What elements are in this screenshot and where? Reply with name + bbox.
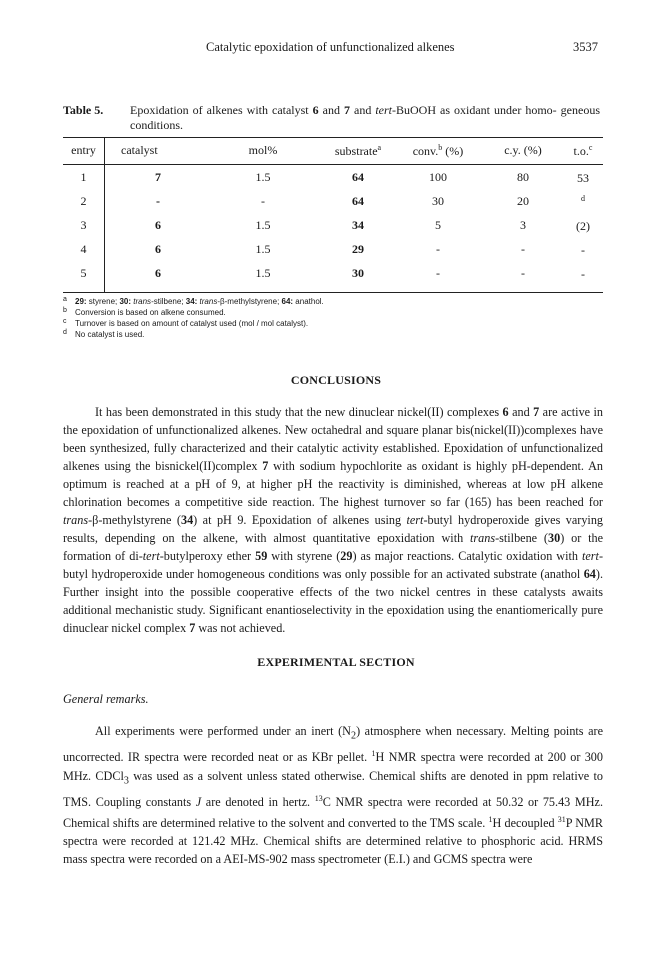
table-row — [63, 170, 603, 188]
conclusions-heading: CONCLUSIONS — [290, 373, 382, 387]
cell-conv: 5 — [435, 218, 441, 232]
conclusions-paragraph: It has been demonstrated in this study that the new dinuclear nickel(II) complexes 6 and 7 are active in the epoxidation of unfunctionalized alkenes. New octahedral and square planar bis(nickel(II))complexes have been synthesized, fully characterized and their catalytic activity established. Epoxidation of unfunctionalized alkenes using the bisnickel(II)complex 7 with sodium hypochlorite as oxidant is highly pH-dependent. An optimum is reached at a pH of 9, at higher pH the reactivity is diminished, whereas at low pH alkene chlorination becomes a competitive side reaction. The highest turnover so far (165) has been reached for trans-β-methylstyrene (34) at pH 9. Epoxidation of alkenes using tert-butyl hydroperoxide gives varying results, depending on the alkene, with almost quantitative epoxidation with trans-stilbene (30) or the formation of di-tert-butylperoxy ether 59 with styrene (29) as major reactions. Catalytic oxidation with tert-butyl hydroperoxide under homogeneous conditions was only possible for an activated substrate (anathol 64). Further insight into the possible cooperative effects of the two nickel centres in these catalysts awaits additional mechanistic study. Significant enantioselectivity in the epoxidation using the enantiomerically pure dinuclear nickel complex 7 was not achieved. — [63, 405, 604, 635]
cell-mol: 1.5 — [255, 266, 271, 280]
footnote-mark: a — [63, 296, 67, 303]
col-header-conversion: conv.$^b$ (%) — [412, 143, 464, 158]
cell-conv: - — [436, 242, 440, 256]
col-header-catalyst: catalyst — [121, 143, 158, 157]
experimental-paragraph: All experiments were performed under an inert $(N_2)$ atmosphere when necessary. Melting points are uncorrected. IR spectra were recorded neat or as KBr pellet. $^1$H NMR spectra were recorded at 200 or 300 MHz. CDCl$_3$ was used as a solvent unless stated otherwise. Chemical shifts are denoted in ppm relative to TMS. Coupling constants J are denoted in hertz. $^{13}$C NMR spectra were recorded at 50.32 or 75.43 MHz. Chemical shifts are determined relative to the solvent and converted to the TMS scale. $^1$H decoupled $^{31}$P NMR spectra were recorded at 121.42 MHz. Chemical shifts are determined relative to phosphoric acid. HRMS mass spectra were recorded on a AEI-MS-902 mass spectrometer (E.I.) and GCMS spectra were — [63, 724, 603, 867]
cell-catalyst: 7 — [155, 170, 161, 184]
cell-catalyst: 6 — [155, 218, 161, 232]
cell-turnover: - — [581, 243, 585, 257]
cell-conv: - — [436, 266, 440, 280]
footnote-text: 29: styrene; 30: trans-stilbene; 34: trans-β-methylstyrene; 64: anathol. — [75, 297, 324, 306]
footnote — [63, 307, 324, 318]
cell-substrate: 64 — [352, 194, 364, 208]
cell-catalyst: 6 — [155, 242, 161, 256]
general-remarks-subheading: General remarks. — [63, 692, 149, 706]
cell-conv: 30 — [432, 194, 444, 208]
cell-turnover: (2) — [576, 219, 590, 233]
cell-substrate: 29 — [352, 242, 364, 256]
cell-mol: 1.5 — [255, 170, 271, 184]
cell-substrate: 34 — [352, 218, 364, 232]
col-header-mol: mol% — [248, 143, 278, 157]
col-header-cy: c.y. (%) — [504, 143, 542, 157]
col-header-substrate: substrate$^a$ — [334, 143, 382, 158]
table-footnotes — [63, 296, 324, 340]
table-row — [63, 266, 603, 284]
footnote-mark: c — [63, 318, 67, 325]
col-header-entry: entry — [71, 143, 96, 157]
footnote-text: Turnover is based on amount of catalyst used (mol / mol catalyst). — [75, 319, 309, 328]
running-title: Catalytic epoxidation of unfunctionalized alkenes — [206, 40, 455, 54]
cell-conv: 100 — [429, 170, 447, 184]
cell-entry: 1 — [80, 170, 87, 184]
cell-substrate: 64 — [352, 170, 364, 184]
footnote-text: Conversion is based on alkene consumed. — [75, 308, 226, 317]
footnote-text: No catalyst is used. — [75, 330, 145, 339]
cell-substrate: 30 — [352, 266, 364, 280]
cell-mol: - — [261, 194, 265, 208]
table-row — [63, 218, 603, 236]
table-header-rule — [63, 164, 603, 165]
cell-turnover: 53 — [577, 171, 589, 185]
cell-cy: 20 — [517, 194, 529, 208]
cell-cy: - — [521, 242, 525, 256]
table-header-row — [63, 143, 603, 161]
table-top-rule — [63, 137, 603, 138]
cell-catalyst: 6 — [155, 266, 161, 280]
cell-cy: 80 — [517, 170, 529, 184]
cell-cy: 3 — [520, 218, 526, 232]
cell-entry: 3 — [80, 218, 87, 232]
table-bottom-rule — [63, 292, 603, 293]
col-header-turnover: t.o.$^c$ — [573, 143, 593, 158]
footnote-mark: b — [63, 307, 67, 314]
cell-catalyst: - — [156, 194, 160, 208]
cell-turnover: - — [581, 267, 585, 281]
cell-turnover: d — [581, 194, 585, 203]
cell-mol: 1.5 — [255, 242, 271, 256]
table-caption-text: Epoxidation of alkenes with catalyst 6 and 7 and tert-BuOOH as oxidant under homo- geneous conditions. — [130, 103, 601, 132]
table-row — [63, 194, 603, 212]
footnote-mark: d — [63, 329, 67, 336]
footnote — [63, 296, 324, 307]
cell-entry: 2 — [80, 194, 87, 208]
footnote — [63, 329, 324, 340]
page-number: 3537 — [573, 40, 598, 54]
cell-entry: 4 — [80, 242, 87, 256]
table-label: Table 5. — [63, 103, 104, 117]
table-row — [63, 242, 603, 260]
experimental-heading: EXPERIMENTAL SECTION — [257, 655, 415, 669]
footnote — [63, 318, 324, 329]
cell-entry: 5 — [80, 266, 87, 280]
cell-cy: - — [521, 266, 525, 280]
cell-mol: 1.5 — [255, 218, 271, 232]
